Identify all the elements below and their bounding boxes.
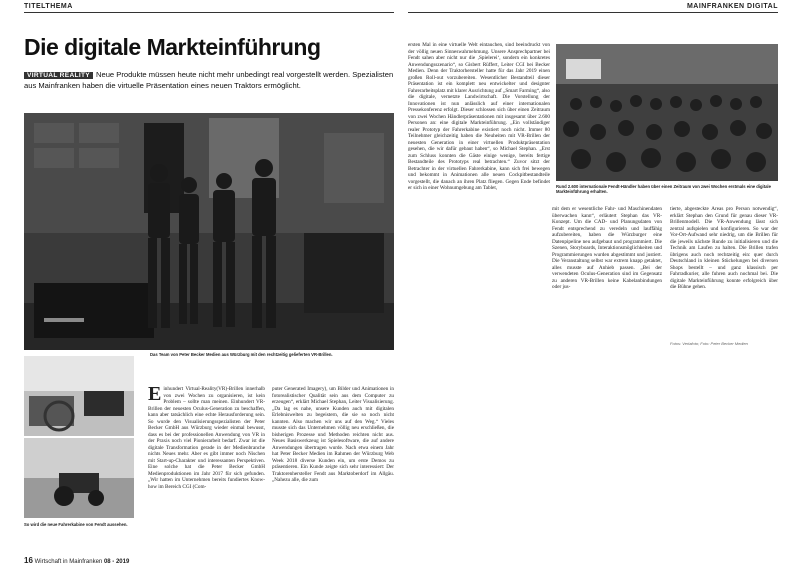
body-column-1 <box>148 386 265 548</box>
body-column-2 <box>272 386 394 548</box>
body-text-5: tierte, abgesteckte Areas pro Person notwendig“, erklärt Stephan den Grund für genau dieser VR-Brillenmodell. Die VR-Anwendung lässt sich zentral aufspielen und konfigurieren. So war der Vor-Ort-Aufwand sehr niedrig, um die Brillen für die jeweils nächste Runde zu initialisieren und die Technik am Laufen zu halten. Die Brillen trafen übrigens auch noch rechtzeitig ein: quer durch Deutschland in kleinen Stückelungen bei diversen Shops bestellt – und ganz klassisch per Fahrradkurier, alle fuhren auch nochmal bei. Die digitale Markteinführung konnte erfolgreich über die Bühne gehen. <box>670 206 778 290</box>
cockpit-render-photo <box>24 356 134 436</box>
lead-text: Neue Produkte müssen heute nicht mehr unbedingt real vorgestellt werden. Spezialisten aus Mainfranken haben die virtuelle Präsentation eines neuen Traktors ermöglicht. <box>24 70 394 90</box>
page-number: 16 <box>24 556 33 565</box>
main-photo-caption: Das Team von Peter Becker Medien aus Würzburg mit den rechtzeitig gelieferten VR-Brillen. <box>150 352 333 357</box>
photo-credit: Fotos: Verlafoto; Foto: Peter Becker Medien <box>670 341 748 346</box>
issue-number: 08 - 2019 <box>103 559 130 565</box>
drop-cap: E <box>148 386 162 405</box>
side-photo-caption: So wird die neue Fahrerkabine von Fendt aussehen. <box>24 522 128 527</box>
publication-name: Wirtschaft in Mainfranken <box>34 559 103 565</box>
topic-tag: VIRTUAL REALITY <box>24 72 93 79</box>
header-rule-left <box>24 12 394 13</box>
body-column-5 <box>670 206 778 338</box>
right-photo-caption: Rund 2.600 internationale Fendt-Händler haben über einen Zeitraum von zwei Wochen erstmals eine digitale Markteinführung erhalten. <box>556 184 771 195</box>
section-label-left: TITELTHEMA <box>24 3 73 10</box>
audience-photo <box>556 44 778 181</box>
section-label-right: MAINFRANKEN DIGITAL <box>686 3 778 10</box>
body-column-3 <box>408 42 550 372</box>
article-headline: Die digitale Markteinführung <box>24 34 321 60</box>
body-text-2: puter Generated Imagery), um Bilder und Animationen in fotorealistischer Qualität sein aus dem Computer zu erzeugen“, erklärt Michael Stephan, Leiter Visualisierung. „Da lag es nahe, unsere Kunden auch mit digitalen Erlebniswelten zu begeistern, die sie so noch nicht kannten. Also machen wir uns auf den Weg.“ Vieles musste sich das Unternehmen völlig neu erschließen, die bisherigen Prozesse und Methoden reichten nicht aus. Neues Basiswerkzeug ist Spielesoftware, die auf andere Anwendungen übertragen wurde. Nach etwa einem Jahr hat Peter Becker Medien im Rahmen der Würzburg Web Week 2018 diverse Kunden ein, um erste Demos zu präsentieren. Ein Kunde zeigte sich sehr interessiert: Der Traktorenhersteller Fendt aus Marktoberdorf im Allgäu. „Nahezu alle, die zum <box>272 386 394 483</box>
team-photo <box>24 113 394 350</box>
header-rule-right <box>408 12 778 13</box>
body-text-3: ersten Mal in eine virtuelle Welt eintauchen, sind beeindruckt von der völlig neuen Sinneswahrnehmung. Unsere Ansprechpartner bei Fendt sahen aber nicht nur die ‚Spielerei‘, sondern ein konkretes Anwendungsszenario“, so Gisbert Rüffert, Leiter CGI bei Becker Medien. Denn der Traktorhersteller hatte für das Jahr 2019 einen großen Roll-out vorzubereiten. Wesentlicher Bestandteil dieser Präsentation ist ein komplett neu entwickelter und designter Fahrerarbeitsplatz mit klarer Ausrichtung auf „Smart Farming“, also die digitale, vernetzte Landwirtschaft. Die Vorstellung der Innovationen ist nun anlässlich auf einer internationalen Pressekonferenz erfolgt. Dieser schlossen sich über einen Zeitraum von zwei Wochen Händlerpräsentationen mit insgesamt über 2.600 Personen an: eine digitale Markteinführung. „Ein vollständiger realer Prototyp der Fahrerkabine existiert noch nicht. Immer 80 Teilnehmer gleichzeitig haben die Neuheiten mit VR-Brillen der neuesten Generation in einer virtuellen Produktpräsentation gesehen, die wir dafür gebaut haben“, so Michael Stephan. „Erst zum Schluss konnten die Gäste einige wenige, bereits fertige Bestandteile des Prototyps real betrachten.“ Zuvor sitzt der Betrachter in der virtuellen Fahrerkabine, kann sich frei bewegen und bekommt in Animationen alle neuen Cockpitbestandteile vorgestellt, die danach an ihren Platz fliegen. Gegen Ende befindet er sich in einer Wohnumgebung am Tablet, <box>408 42 550 191</box>
page-footer <box>24 556 129 565</box>
body-column-4 <box>552 206 662 356</box>
body-text-1: inhundert Virtual-Reality(VR)-Brillen innerhalb von zwei Wochen zu organisieren, ist kein Problem – sollte man meinen. Einhundert VR-Brillen der neuesten Oculus-Generation zu beschaffen, kann aber tatsächlich eine echte Herausforderung sein. So wurde den Visualisierungsspezialisten der Peter Becker GmbH aus Würzburg wieder einmal bewusst, dass es bei der professionellen Anwendung von VR in der Praxis noch viel Pionierarbeit bedarf. Zwar ist die digitale Transformation gerade in der Medienbranche nichts Neues mehr. Aber es gibt immer noch Nischen mit Start-up-Charakter und interessanten Perspektiven. Eine solche hat die Peter Becker GmbH Medienproduktionen im Jahr 2017 für sich gefunden. „Wir hatten im Unternehmen bereits fundiertes Know-how im Bereich CGI (Com- <box>148 386 265 490</box>
tractor-render-photo <box>24 438 134 518</box>
body-text-4: mit dem er wesentliche Fahr- und Maschinendaten überwachen kann“, erläutert Stephan das VR-Konzept. Um die CAD- und Planungsdaten von Fendt entsprechend zu veredeln und lauffähig aufzubereiten, haben die Würzburger eine Datenpipeline neu aufgebaut und programmiert. Die Szenen, Storyboards, Interaktionsmöglichkeiten und Programmierungen wurden abgestimmt und justiert. Die Veranstaltung selbst war extrem knapp getaktet, alles musste auf Anhieb passen. „Bei der verwendeten Oculus-Generation sind im Gegensatz zu anderen VR-Brillen keine Kabelanbindungen oder jus- <box>552 206 662 290</box>
article-lead <box>24 70 394 91</box>
